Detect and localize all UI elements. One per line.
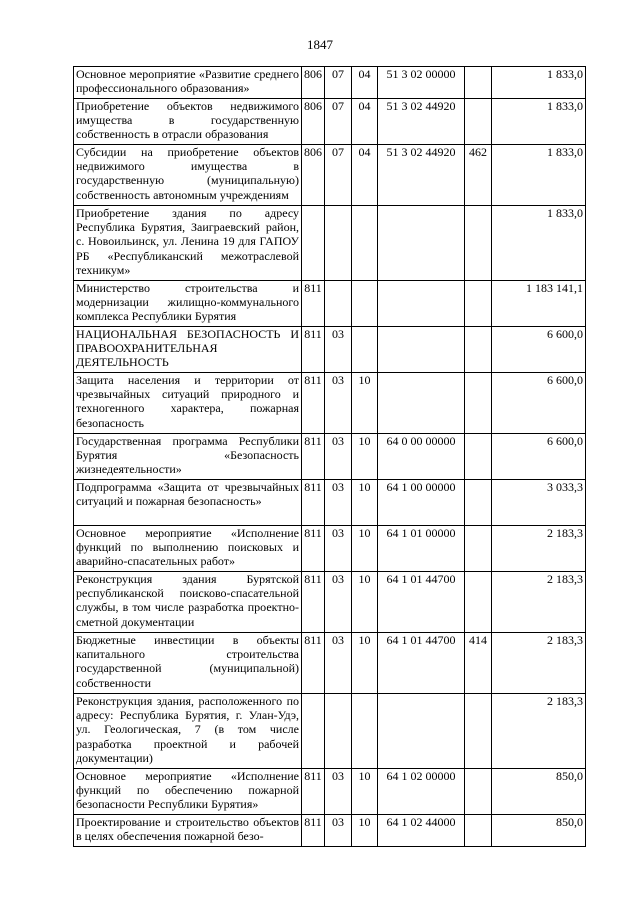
table-row: [74, 67, 586, 99]
cell-section: 03: [325, 327, 352, 373]
cell-ministry: 811: [302, 769, 325, 815]
cell-amount: 3 033,3: [492, 480, 586, 526]
cell-target: 64 0 00 00000: [378, 434, 465, 480]
cell-amount: 850,0: [492, 769, 586, 815]
cell-subsection: 10: [352, 633, 378, 694]
cell-target: 64 1 01 00000: [378, 526, 465, 572]
cell-section: [325, 694, 352, 769]
cell-name: НАЦИОНАЛЬНАЯ БЕЗОПАСНОСТЬ И ПРАВООХРАНИТЕЛЬНАЯ ДЕЯТЕЛЬНОСТЬ: [74, 327, 302, 373]
cell-name: Субсидии на приобретение объектов недвижимого имущества в государственную (муниципальную) собственность автономным учреждениям: [74, 145, 302, 206]
cell-name: Министерство строительства и модернизации жилищно-коммунального комплекса Республики Бурятия: [74, 281, 302, 327]
cell-amount: 2 183,3: [492, 633, 586, 694]
cell-target: 64 1 02 44000: [378, 815, 465, 847]
cell-expense: [465, 327, 492, 373]
table-row: [74, 327, 586, 373]
cell-section: 07: [325, 67, 352, 99]
cell-section: 03: [325, 815, 352, 847]
cell-amount: 2 183,3: [492, 694, 586, 769]
cell-subsection: 10: [352, 434, 378, 480]
cell-expense: 462: [465, 145, 492, 206]
cell-ministry: 806: [302, 145, 325, 206]
cell-ministry: 811: [302, 572, 325, 633]
cell-amount: 2 183,3: [492, 526, 586, 572]
table-row: [74, 434, 586, 480]
cell-expense: [465, 99, 492, 145]
cell-amount: 6 600,0: [492, 373, 586, 434]
cell-section: 07: [325, 145, 352, 206]
table-row: [74, 281, 586, 327]
cell-subsection: 10: [352, 373, 378, 434]
cell-expense: [465, 434, 492, 480]
table-row: [74, 769, 586, 815]
cell-expense: [465, 526, 492, 572]
budget-table-body: [74, 67, 586, 847]
cell-name: Подпрограмма «Защита от чрезвычайных ситуаций и пожарная безопасность»: [74, 480, 302, 526]
cell-section: [325, 206, 352, 281]
cell-expense: [465, 206, 492, 281]
cell-target: [378, 206, 465, 281]
cell-expense: 414: [465, 633, 492, 694]
cell-expense: [465, 815, 492, 847]
cell-subsection: 10: [352, 769, 378, 815]
cell-target: 64 1 01 44700: [378, 572, 465, 633]
cell-ministry: 811: [302, 815, 325, 847]
cell-ministry: [302, 694, 325, 769]
cell-name: Приобретение объектов недвижимого имущества в государственную собственность в отрасли образования: [74, 99, 302, 145]
cell-name: Бюджетные инвестиции в объекты капитального строительства государственной (муниципальной) собственности: [74, 633, 302, 694]
table-row: [74, 633, 586, 694]
cell-expense: [465, 67, 492, 99]
cell-subsection: 04: [352, 145, 378, 206]
budget-table: [73, 66, 586, 847]
table-row: [74, 526, 586, 572]
page-number: 1847: [307, 37, 333, 52]
table-row: [74, 99, 586, 145]
cell-amount: 2 183,3: [492, 572, 586, 633]
table-row: [74, 572, 586, 633]
cell-ministry: 811: [302, 480, 325, 526]
table-row: [74, 206, 586, 281]
cell-expense: [465, 572, 492, 633]
cell-name: Защита населения и территории от чрезвычайных ситуаций природного и техногенного характера, пожарная безопасность: [74, 373, 302, 434]
cell-subsection: [352, 327, 378, 373]
cell-expense: [465, 694, 492, 769]
cell-name: Приобретение здания по адресу Республика Бурятия, Заиграевский район, с. Новоильинск, ул. Ленина 19 для ГАПОУ РБ «Республиканский межотраслевой техникум»: [74, 206, 302, 281]
cell-name: Реконструкция здания, расположенного по адресу: Республика Бурятия, г. Улан-Удэ, ул. Геологическая, 7 (в том числе разработка проектной и рабочей документации): [74, 694, 302, 769]
table-row: [74, 815, 586, 847]
cell-amount: 850,0: [492, 815, 586, 847]
cell-ministry: 811: [302, 434, 325, 480]
cell-amount: 1 833,0: [492, 145, 586, 206]
cell-name: Реконструкция здания Бурятской республиканской поисково-спасательной службы, в том числе разработка проектно-сметной документации: [74, 572, 302, 633]
table-row: [74, 480, 586, 526]
cell-ministry: 806: [302, 67, 325, 99]
cell-section: 03: [325, 480, 352, 526]
cell-amount: 1 833,0: [492, 206, 586, 281]
cell-amount: 6 600,0: [492, 434, 586, 480]
cell-subsection: [352, 206, 378, 281]
cell-ministry: [302, 206, 325, 281]
cell-section: 03: [325, 434, 352, 480]
table-row: [74, 145, 586, 206]
cell-amount: 6 600,0: [492, 327, 586, 373]
cell-name: Основное мероприятие «Развитие среднего профессионального образования»: [74, 67, 302, 99]
cell-target: [378, 281, 465, 327]
cell-expense: [465, 480, 492, 526]
cell-section: 03: [325, 373, 352, 434]
cell-target: 51 3 02 44920: [378, 145, 465, 206]
cell-ministry: 811: [302, 373, 325, 434]
cell-section: 03: [325, 572, 352, 633]
cell-target: 51 3 02 44920: [378, 99, 465, 145]
cell-subsection: [352, 694, 378, 769]
cell-name: Основное мероприятие «Исполнение функций по обеспечению пожарной безопасности Республики Бурятия»: [74, 769, 302, 815]
cell-target: 64 1 01 44700: [378, 633, 465, 694]
cell-section: 03: [325, 633, 352, 694]
cell-subsection: 04: [352, 99, 378, 145]
cell-name: Проектирование и строительство объектов в целях обеспечения пожарной безо-: [74, 815, 302, 847]
cell-expense: [465, 281, 492, 327]
cell-expense: [465, 769, 492, 815]
cell-subsection: 10: [352, 815, 378, 847]
cell-subsection: 10: [352, 526, 378, 572]
cell-subsection: 04: [352, 67, 378, 99]
cell-section: 03: [325, 526, 352, 572]
cell-expense: [465, 373, 492, 434]
cell-ministry: 811: [302, 281, 325, 327]
cell-ministry: 811: [302, 633, 325, 694]
cell-target: [378, 327, 465, 373]
cell-ministry: 811: [302, 526, 325, 572]
table-row: [74, 694, 586, 769]
cell-section: 03: [325, 769, 352, 815]
cell-target: 64 1 00 00000: [378, 480, 465, 526]
cell-name: Основное мероприятие «Исполнение функций по выполнению поисковых и аварийно-спасательных работ»: [74, 526, 302, 572]
cell-target: 51 3 02 00000: [378, 67, 465, 99]
cell-ministry: 811: [302, 327, 325, 373]
cell-section: 07: [325, 99, 352, 145]
cell-section: [325, 281, 352, 327]
table-row: [74, 373, 586, 434]
cell-amount: 1 183 141,1: [492, 281, 586, 327]
cell-subsection: 10: [352, 480, 378, 526]
cell-amount: 1 833,0: [492, 99, 586, 145]
cell-name: Государственная программа Республики Бурятия «Безопасность жизнедеятельности»: [74, 434, 302, 480]
cell-target: [378, 373, 465, 434]
cell-subsection: 10: [352, 572, 378, 633]
cell-ministry: 806: [302, 99, 325, 145]
cell-amount: 1 833,0: [492, 67, 586, 99]
cell-target: 64 1 02 00000: [378, 769, 465, 815]
cell-target: [378, 694, 465, 769]
cell-subsection: [352, 281, 378, 327]
